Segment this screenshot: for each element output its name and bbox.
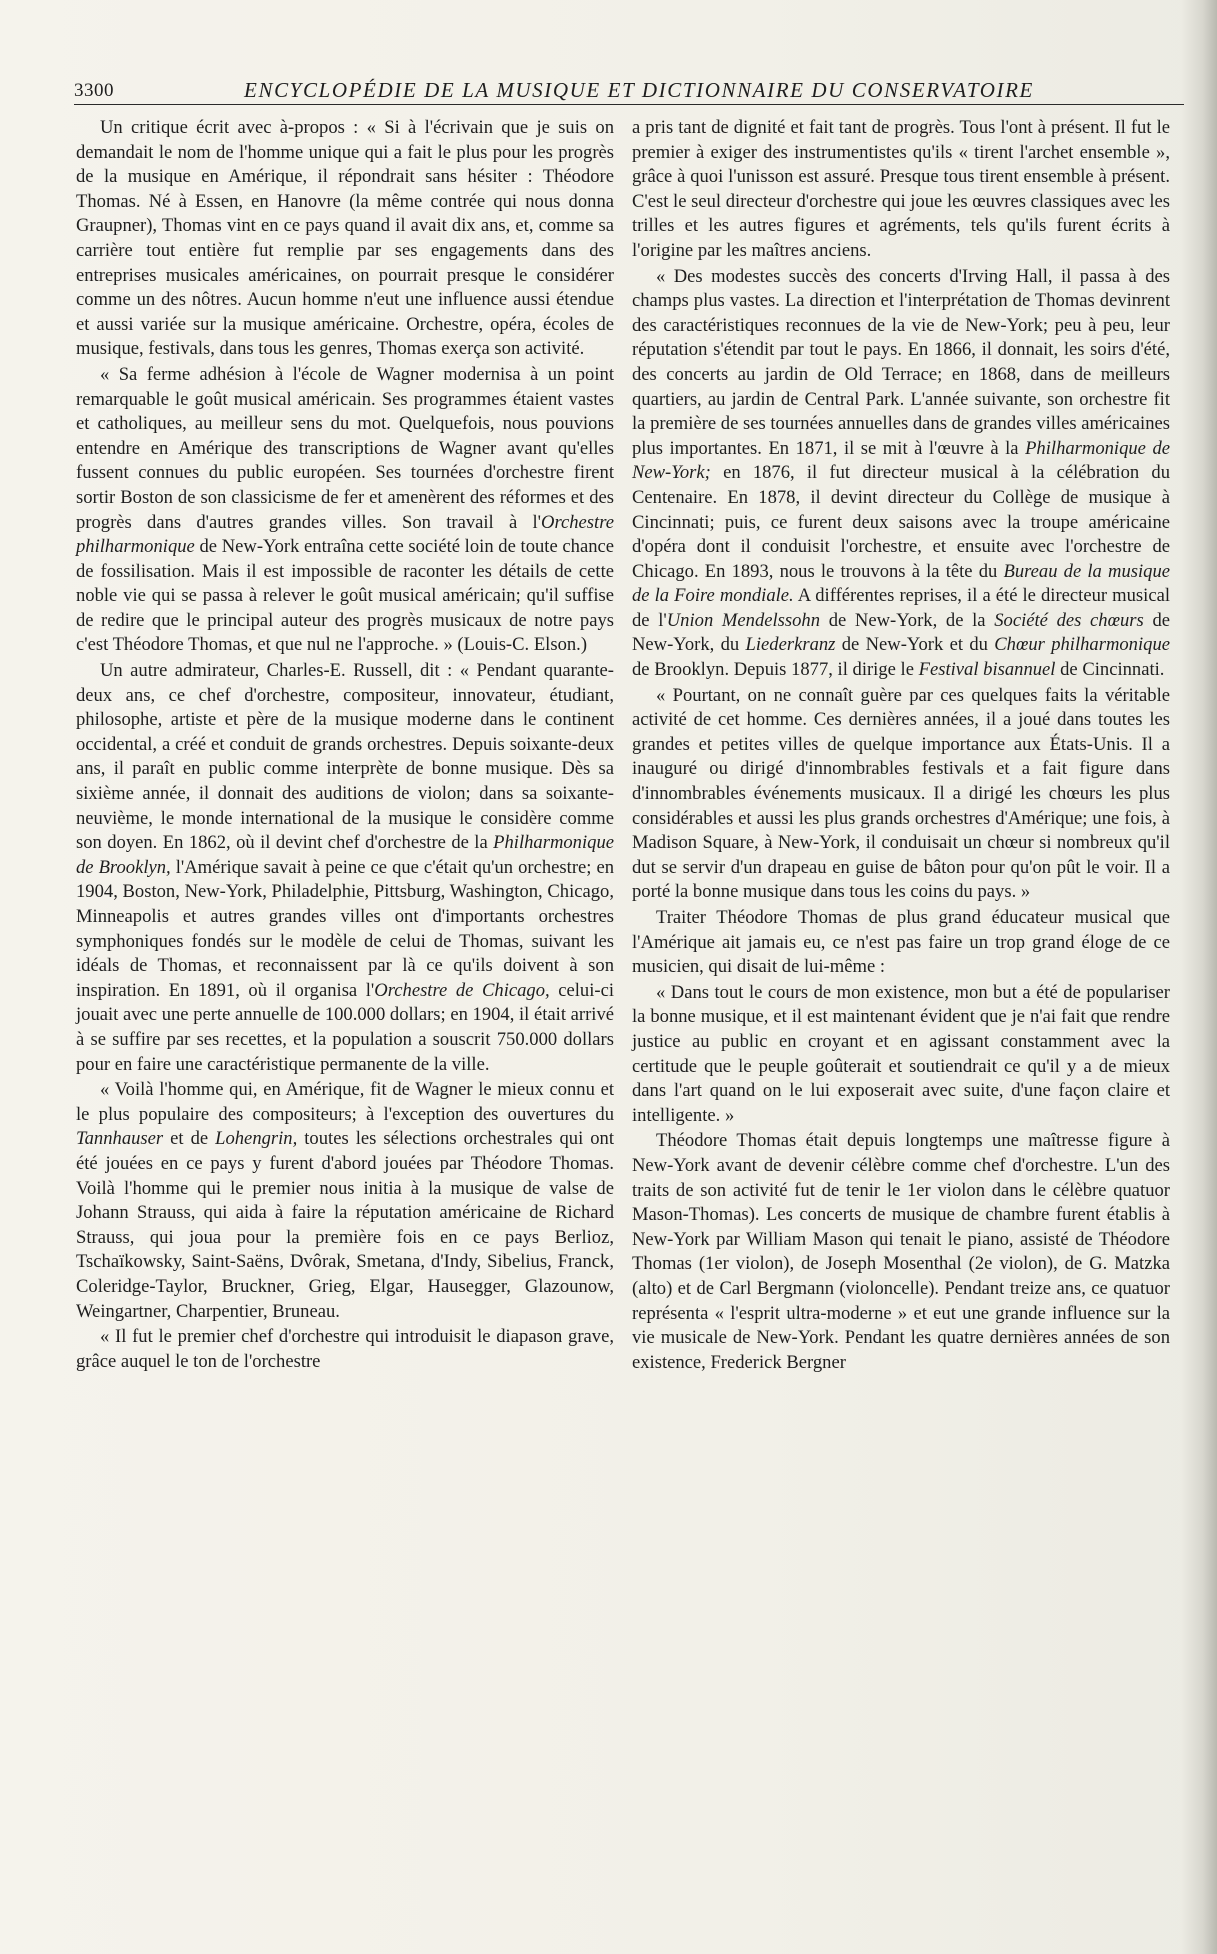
italic-title: Philharmonique de New-York; [632, 437, 1170, 484]
paragraph: Un autre admirateur, Charles-E. Russell, dit : « Pendant quarante-deux ans, ce chef d'orchestre, compositeur, innovateur, étudiant, philosophe, artiste et père de la musique moderne dans le continent occidental, a créé et conduit de grands orchestres. Depuis soixante-deux ans, il paraît en public comme interprète de bonne musique. Dès sa sixième année, il donnait des auditions de violon; dans sa soixante-neuvième, le monde international de la musique le considère comme son doyen. En 1862, où il devint chef d'orchestre de la Philharmonique de Brooklyn, l'Amérique savait à peine ce que c'était qu'un orchestre; en 1904, Boston, New-York, Philadelphie, Pittsburg, Washington, Chicago, Minneapolis et autres grandes villes ont d'importants orchestres symphoniques fondés sur le modèle de celui de Thomas, suivant les idéals de Thomas, et reconnaissent par là ce qu'ils doivent à son inspiration. En 1891, où il organisa l'Orchestre de Chicago, celui-ci jouait avec une perte annuelle de 100.000 dollars; en 1904, il était arrivé à se suffire par ses recettes, et la population a souscrit 750.000 dollars pour en faire une caractéristique permanente de la ville. [76, 660, 614, 1075]
left-column [76, 116, 614, 1375]
page-number: 3300 [74, 80, 114, 101]
paragraph: Un critique écrit avec à-propos : « Si à l'écrivain que je suis on demandait le nom de l'homme unique qui a fait le plus pour les progrès de la musique en Amérique, il répondrait sans hésiter : Théodore Thomas. Né à Essen, en Hanovre (la même contrée qui nous donna Graupner), Thomas vint en ce pays quand il avait dix ans, et, comme sa carrière tout entière fut remplie par ses engagements dans des entreprises musicales américaines, on pourrait presque le considérer comme un des nôtres. Aucun homme n'eut une influence aussi étendue et aussi variée sur la musique américaine. Orchestre, opéra, écoles de musique, festivals, dans tous les genres, Thomas exerça son activité. [76, 117, 614, 360]
page-edge-shadow [1181, 0, 1217, 1954]
italic-title: Chœur philharmonique [994, 634, 1170, 656]
italic-title: Société des chœurs [994, 609, 1144, 631]
italic-title: Orchestre philharmonique [76, 511, 614, 558]
italic-title: Festival bisannuel [918, 659, 1056, 681]
italic-title: Bureau de la musique de la Foire mondiale. [632, 560, 1170, 607]
running-header [74, 78, 1184, 105]
italic-title: Philharmonique de Brooklyn, [76, 832, 614, 878]
italic-title: Union Mendelssohn [666, 609, 821, 631]
paragraph: « Dans tout le cours de mon existence, mon but a été de populariser la bonne musique, et il est maintenant évident que je n'ai fait que rendre justice au public en croyant et en agissant constamment avec la certitude que le peuple goûterait et soutiendrait ce qu'il y a de mieux dans l'art quand on le lui exposerait avec suite, d'une façon claire et intelligente. » [632, 981, 1170, 1126]
paragraph: a pris tant de dignité et fait tant de progrès. Tous l'ont à présent. Il fut le premier à exiger des instrumentistes qu'ils « tirent l'archet ensemble », grâce à quoi l'unisson est assuré. Presque tous tirent ensemble à présent. C'est le seul directeur d'orchestre qui joue les œuvres classiques avec les trilles et les autres figures et agréments, tels qu'ils furent écrits à l'origine par les maîtres anciens. [632, 117, 1170, 261]
running-title: ENCYCLOPÉDIE DE LA MUSIQUE ET DICTIONNAIRE DU CONSERVATOIRE [244, 78, 1034, 102]
paragraph: « Voilà l'homme qui, en Amérique, fit de Wagner le mieux connu et le plus populaire des compositeurs; à l'exception des ouvertures du Tannhauser et de Lohengrin, toutes les sélections orchestrales qui ont été jouées en ce pays y furent d'abord jouées par Théodore Thomas. Voilà l'homme qui le premier nous initia à la musique de valse de Johann Strauss, qui aida à faire la réputation américaine de Richard Strauss, qui joua pour la première fois en ce pays Berlioz, Tschaïkowsky, Saint-Saëns, Dvôrak, Smetana, d'Indy, Sibelius, Franck, Coleridge-Taylor, Bruckner, Grieg, Elgar, Hausegger, Glazounow, Weingartner, Charpentier, Bruneau. [76, 1079, 614, 1322]
paragraph: Traiter Théodore Thomas de plus grand éducateur musical que l'Amérique ait jamais eu, ce n'est pas faire un trop grand éloge de ce musicien, qui disait de lui-même : [632, 907, 1170, 978]
italic-title: Lohengrin, [215, 1128, 298, 1150]
italic-title: Orchestre de Chicago, [374, 979, 550, 1001]
right-column [632, 116, 1170, 1376]
italic-title: Tannhauser [76, 1128, 164, 1150]
paragraph: « Sa ferme adhésion à l'école de Wagner modernisa à un point remarquable le goût musical américain. Ses programmes étaient vastes et catholiques, au meilleur sens du mot. Quelquefois, nous pouvions entendre en Amérique des transcriptions de Wagner avant qu'elles fussent connues du public européen. Ses tournées d'orchestre firent sortir Boston de son classicisme de fer et amenèrent des réformes et des progrès dans d'autres grandes villes. Son travail à l'Orchestre philharmonique de New-York entraîna cette société loin de toute chance de fossilisation. Mais il est impossible de raconter les détails de cette noble vie qui se passa à relever le goût musical américain; qu'il suffise de redire que le principal auteur des progrès musicaux de notre pays c'est Théodore Thomas, et que nul ne l'approche. » (Louis-C. Elson.) [76, 363, 614, 656]
paragraph: Théodore Thomas était depuis longtemps une maîtresse figure à New-York avant de devenir célèbre comme chef d'orchestre. L'un des traits de son activité fut de tenir le 1er violon dans le célèbre quatuor Mason-Thomas). Les concerts de musique de chambre furent établis à New-York par William Mason qui tenait le piano, assisté de Théodore Thomas (1er violon), de Joseph Mosenthal (2e violon), de G. Matzka (alto) et de Carl Bergmann (violoncelle). Pendant treize ans, ce quatuor représenta « l'esprit ultra-moderne » et eut une grande influence sur la vie musicale de New-York. Pendant les quatre dernières années de son existence, Frederick Bergner [632, 1130, 1170, 1373]
paragraph: « Il fut le premier chef d'orchestre qui introduisit le diapason grave, grâce auquel le ton de l'orchestre [76, 1326, 614, 1372]
paragraph: « Des modestes succès des concerts d'Irving Hall, il passa à des champs plus vastes. La direction et l'interprétation de Thomas devinrent des caractéristiques reconnues de la vie de New-York; peu à peu, leur réputation s'étendit par tout le pays. En 1866, il donnait, les soirs d'été, des concerts au jardin de Old Terrace; en 1868, dans de meilleurs quartiers, au jardin de Central Park. L'année suivante, son orchestre fit la première de ses tournées annuelles dans de grandes villes américaines plus importantes. En 1871, il se mit à l'œuvre à la Philharmonique de New-York; en 1876, il fut directeur musical à la célébration du Centenaire. En 1878, il devint directeur du Collège de musique à Cincinnati; puis, ce furent deux saisons avec la troupe américaine d'opéra dont il conduisit l'orchestre, et ensuite avec l'orchestre de Chicago. En 1893, nous le trouvons à la tête du Bureau de la musique de la Foire mondiale. A différentes reprises, il a été le directeur musical de l'Union Mendelssohn de New-York, de la Société des chœurs de New-York, du Liederkranz de New-York et du Chœur philharmonique de Brooklyn. Depuis 1877, il dirige le Festival bisannuel de Cincinnati. [632, 265, 1171, 681]
paragraph: « Pourtant, on ne connaît guère par ces quelques faits la véritable activité de cet homme. Ces dernières années, il a joué dans toutes les grandes et petites villes de quelque importance aux États-Unis. Il a inauguré ou dirigé d'innombrables festivals et a fait figure dans d'innombrables événements musicaux. Il a dirigé les chœurs les plus considérables et aussi les plus grands orchestres d'Amérique; une fois, à Madison Square, à New-York, il conduisait un chœur si nombreux qu'il dut se servir d'un drapeau en guise de bâton pour qu'on pût le voir. Il a porté la bonne musique dans tous les coins du pays. » [632, 684, 1170, 903]
italic-title: Liederkranz [745, 634, 836, 656]
